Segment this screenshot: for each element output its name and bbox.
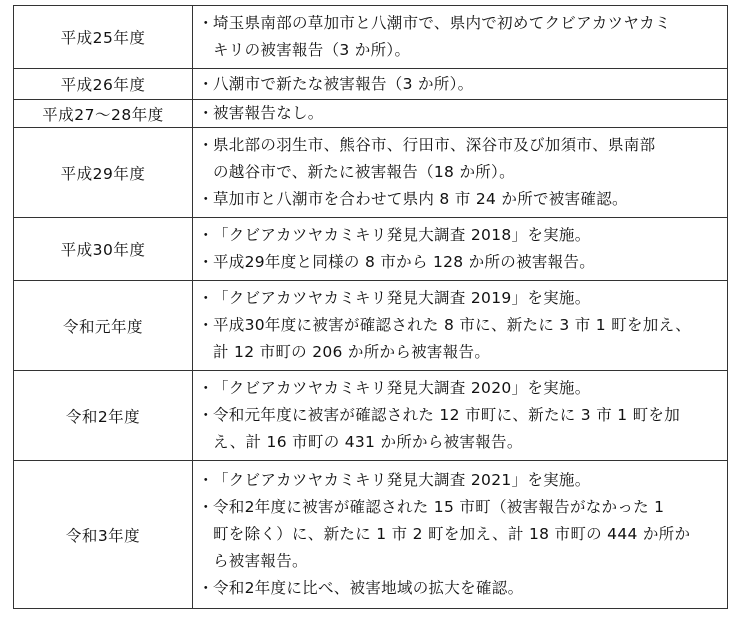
year-cell: 平成27～28年度: [14, 100, 193, 128]
year-cell: 平成25年度: [14, 6, 193, 69]
wrap-line: ら被害報告。: [213, 552, 308, 570]
list-item: ・ 被害報告なし。: [201, 100, 719, 127]
first-line: 令和元年度に被害が確認された 12 市町に、新たに 3 市 1 町を加: [213, 406, 681, 424]
description-cell: [193, 281, 728, 371]
list-item: [201, 312, 719, 366]
first-line: 令和2年度に被害が確認された 15 市町（被害報告がなかった 1: [213, 498, 665, 516]
list-item: [201, 494, 719, 575]
description-cell: [193, 128, 728, 218]
wrap-line: キリの被害報告（3 か所）。: [213, 41, 411, 59]
wrap-line: の越谷市で、新たに被害報告（18 か所）。: [213, 163, 515, 181]
wrap-line: え、計 16 市町の 431 か所から被害報告。: [213, 433, 523, 451]
table-row: [14, 69, 728, 100]
list-item: ・ 令和2年度に比べ、被害地域の拡大を確認。: [201, 575, 719, 602]
list-item: [201, 10, 719, 64]
description-cell: [193, 218, 728, 281]
list-item: [201, 402, 719, 456]
first-line: 埼玉県南部の草加市と八潮市で、県内で初めてクビアカツヤカミ: [213, 14, 671, 32]
year-cell: 令和2年度: [14, 371, 193, 461]
year-cell: 平成26年度: [14, 69, 193, 100]
first-line: 平成30年度に被害が確認された 8 市に、新たに 3 市 1 町を加え、: [213, 316, 692, 334]
description-cell: [193, 100, 728, 128]
first-line: 県北部の羽生市、熊谷市、行田市、深谷市及び加須市、県南部: [213, 136, 656, 154]
list-item: ・ 草加市と八潮市を合わせて県内 8 市 24 か所で被害確認。: [201, 186, 719, 213]
list-item: [201, 132, 719, 186]
list-item: ・ 「クビアカツヤカミキリ発見大調査 2019」を実施。: [201, 285, 719, 312]
list-item: ・ 「クビアカツヤカミキリ発見大調査 2020」を実施。: [201, 375, 719, 402]
year-cell: 令和元年度: [14, 281, 193, 371]
list-item: ・ 「クビアカツヤカミキリ発見大調査 2018」を実施。: [201, 222, 719, 249]
year-cell: 平成30年度: [14, 218, 193, 281]
year-cell: 平成29年度: [14, 128, 193, 218]
description-cell: [193, 6, 728, 69]
description-cell: [193, 69, 728, 100]
description-cell: [193, 461, 728, 609]
list-item: ・ 平成29年度と同様の 8 市から 128 か所の被害報告。: [201, 249, 719, 276]
table-row: [14, 461, 728, 609]
table-row: [14, 371, 728, 461]
year-cell: 令和3年度: [14, 461, 193, 609]
damage-history-table: [13, 5, 728, 609]
table-row: [14, 128, 728, 218]
wrap-line: 町を除く）に、新たに 1 市 2 町を加え、計 18 市町の 444 か所か: [213, 525, 691, 543]
wrap-line: 計 12 市町の 206 か所から被害報告。: [213, 343, 491, 361]
table-row: [14, 6, 728, 69]
list-item: ・ 八潮市で新たな被害報告（3 か所）。: [201, 71, 719, 98]
table-row: [14, 100, 728, 128]
description-cell: [193, 371, 728, 461]
list-item: ・ 「クビアカツヤカミキリ発見大調査 2021」を実施。: [201, 467, 719, 494]
table-row: [14, 218, 728, 281]
table-row: [14, 281, 728, 371]
